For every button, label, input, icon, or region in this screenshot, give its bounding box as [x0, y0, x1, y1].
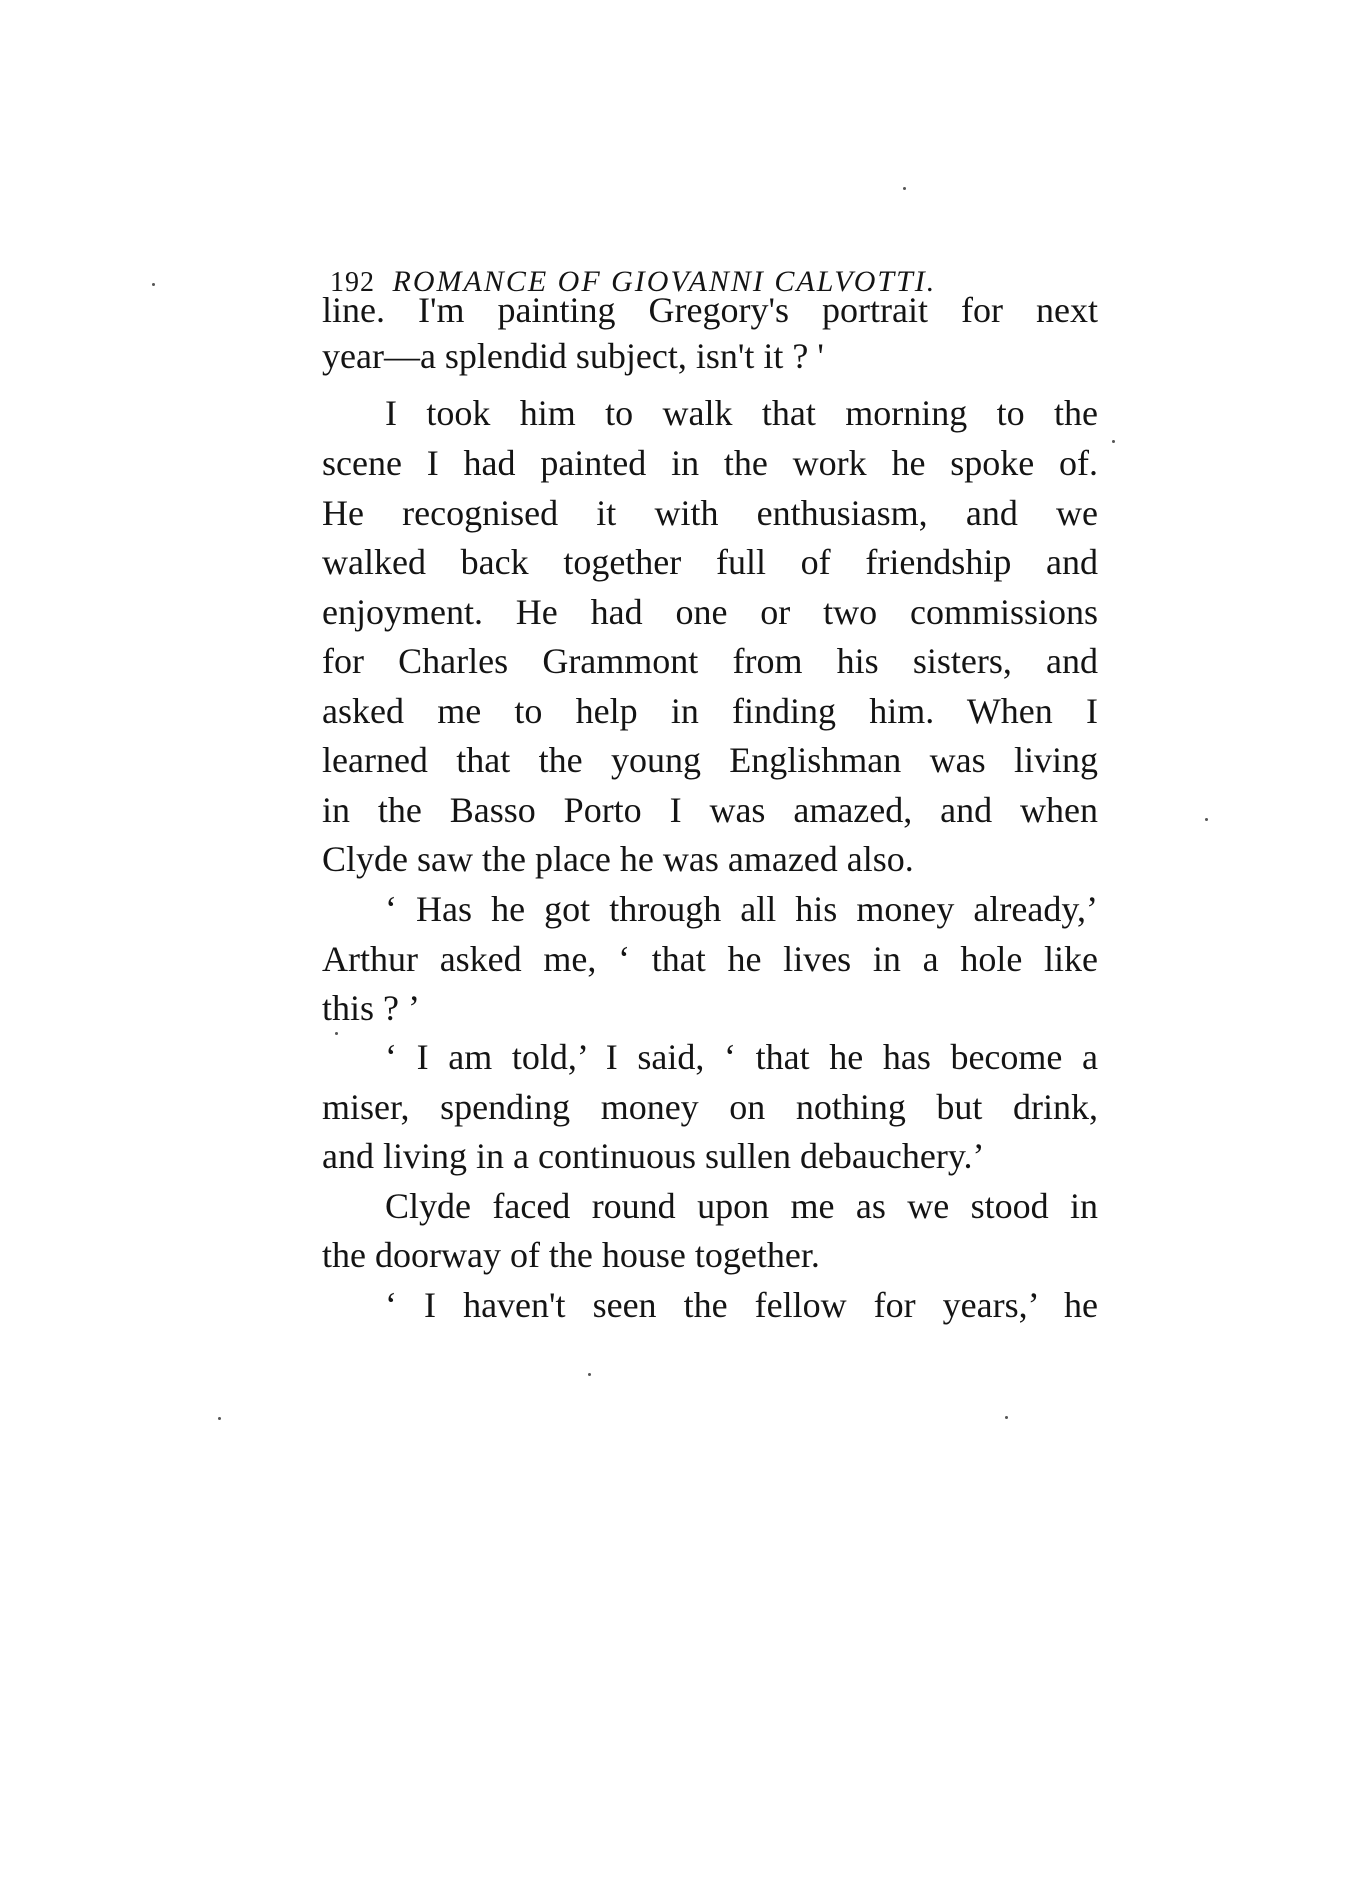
text-line: I took him to walk that morning to the [385, 393, 1098, 433]
print-speck [903, 187, 906, 190]
text-line: this ? ’ [322, 988, 420, 1028]
print-speck [152, 283, 155, 286]
running-title: ROMANCE OF GIOVANNI CALVOTTI. [392, 265, 937, 298]
text-line: He recognised it with enthusiasm, and we [322, 493, 1098, 533]
print-speck [1005, 1416, 1008, 1419]
text-line: ‘ I am told,’ I said, ‘ that he has become a [385, 1037, 1098, 1077]
text-line: for Charles Grammont from his sisters, and [322, 641, 1098, 681]
text-line: walked back together full of friendship and [322, 542, 1098, 582]
text-line: ‘ Has he got through all his money already,’ [385, 889, 1098, 929]
text-line: year—a splendid subject, isn't it ? ' [322, 336, 824, 376]
text-line: the doorway of the house together. [322, 1235, 820, 1275]
text-line: line. I'm painting Gregory's portrait for next [322, 290, 1098, 330]
text-line: scene I had painted in the work he spoke of. [322, 443, 1098, 483]
print-speck [218, 1417, 221, 1420]
text-line: enjoyment. He had one or two commissions [322, 592, 1098, 632]
page-number: 192 [330, 267, 375, 298]
text-line: Arthur asked me, ‘ that he lives in a hole like [322, 939, 1098, 979]
print-speck [1205, 818, 1208, 821]
print-speck [335, 1032, 338, 1035]
text-line: asked me to help in finding him. When I [322, 691, 1098, 731]
text-line: ‘ I haven't seen the fellow for years,’ he [385, 1285, 1098, 1325]
print-speck [1112, 440, 1115, 443]
text-line: miser, spending money on nothing but drink, [322, 1087, 1098, 1127]
text-line: in the Basso Porto I was amazed, and when [322, 790, 1098, 830]
text-line: Clyde faced round upon me as we stood in [385, 1186, 1098, 1226]
text-line: learned that the young Englishman was living [322, 740, 1098, 780]
text-line: Clyde saw the place he was amazed also. [322, 839, 914, 879]
print-speck [588, 1373, 591, 1376]
text-line: and living in a continuous sullen debauchery.’ [322, 1136, 985, 1176]
